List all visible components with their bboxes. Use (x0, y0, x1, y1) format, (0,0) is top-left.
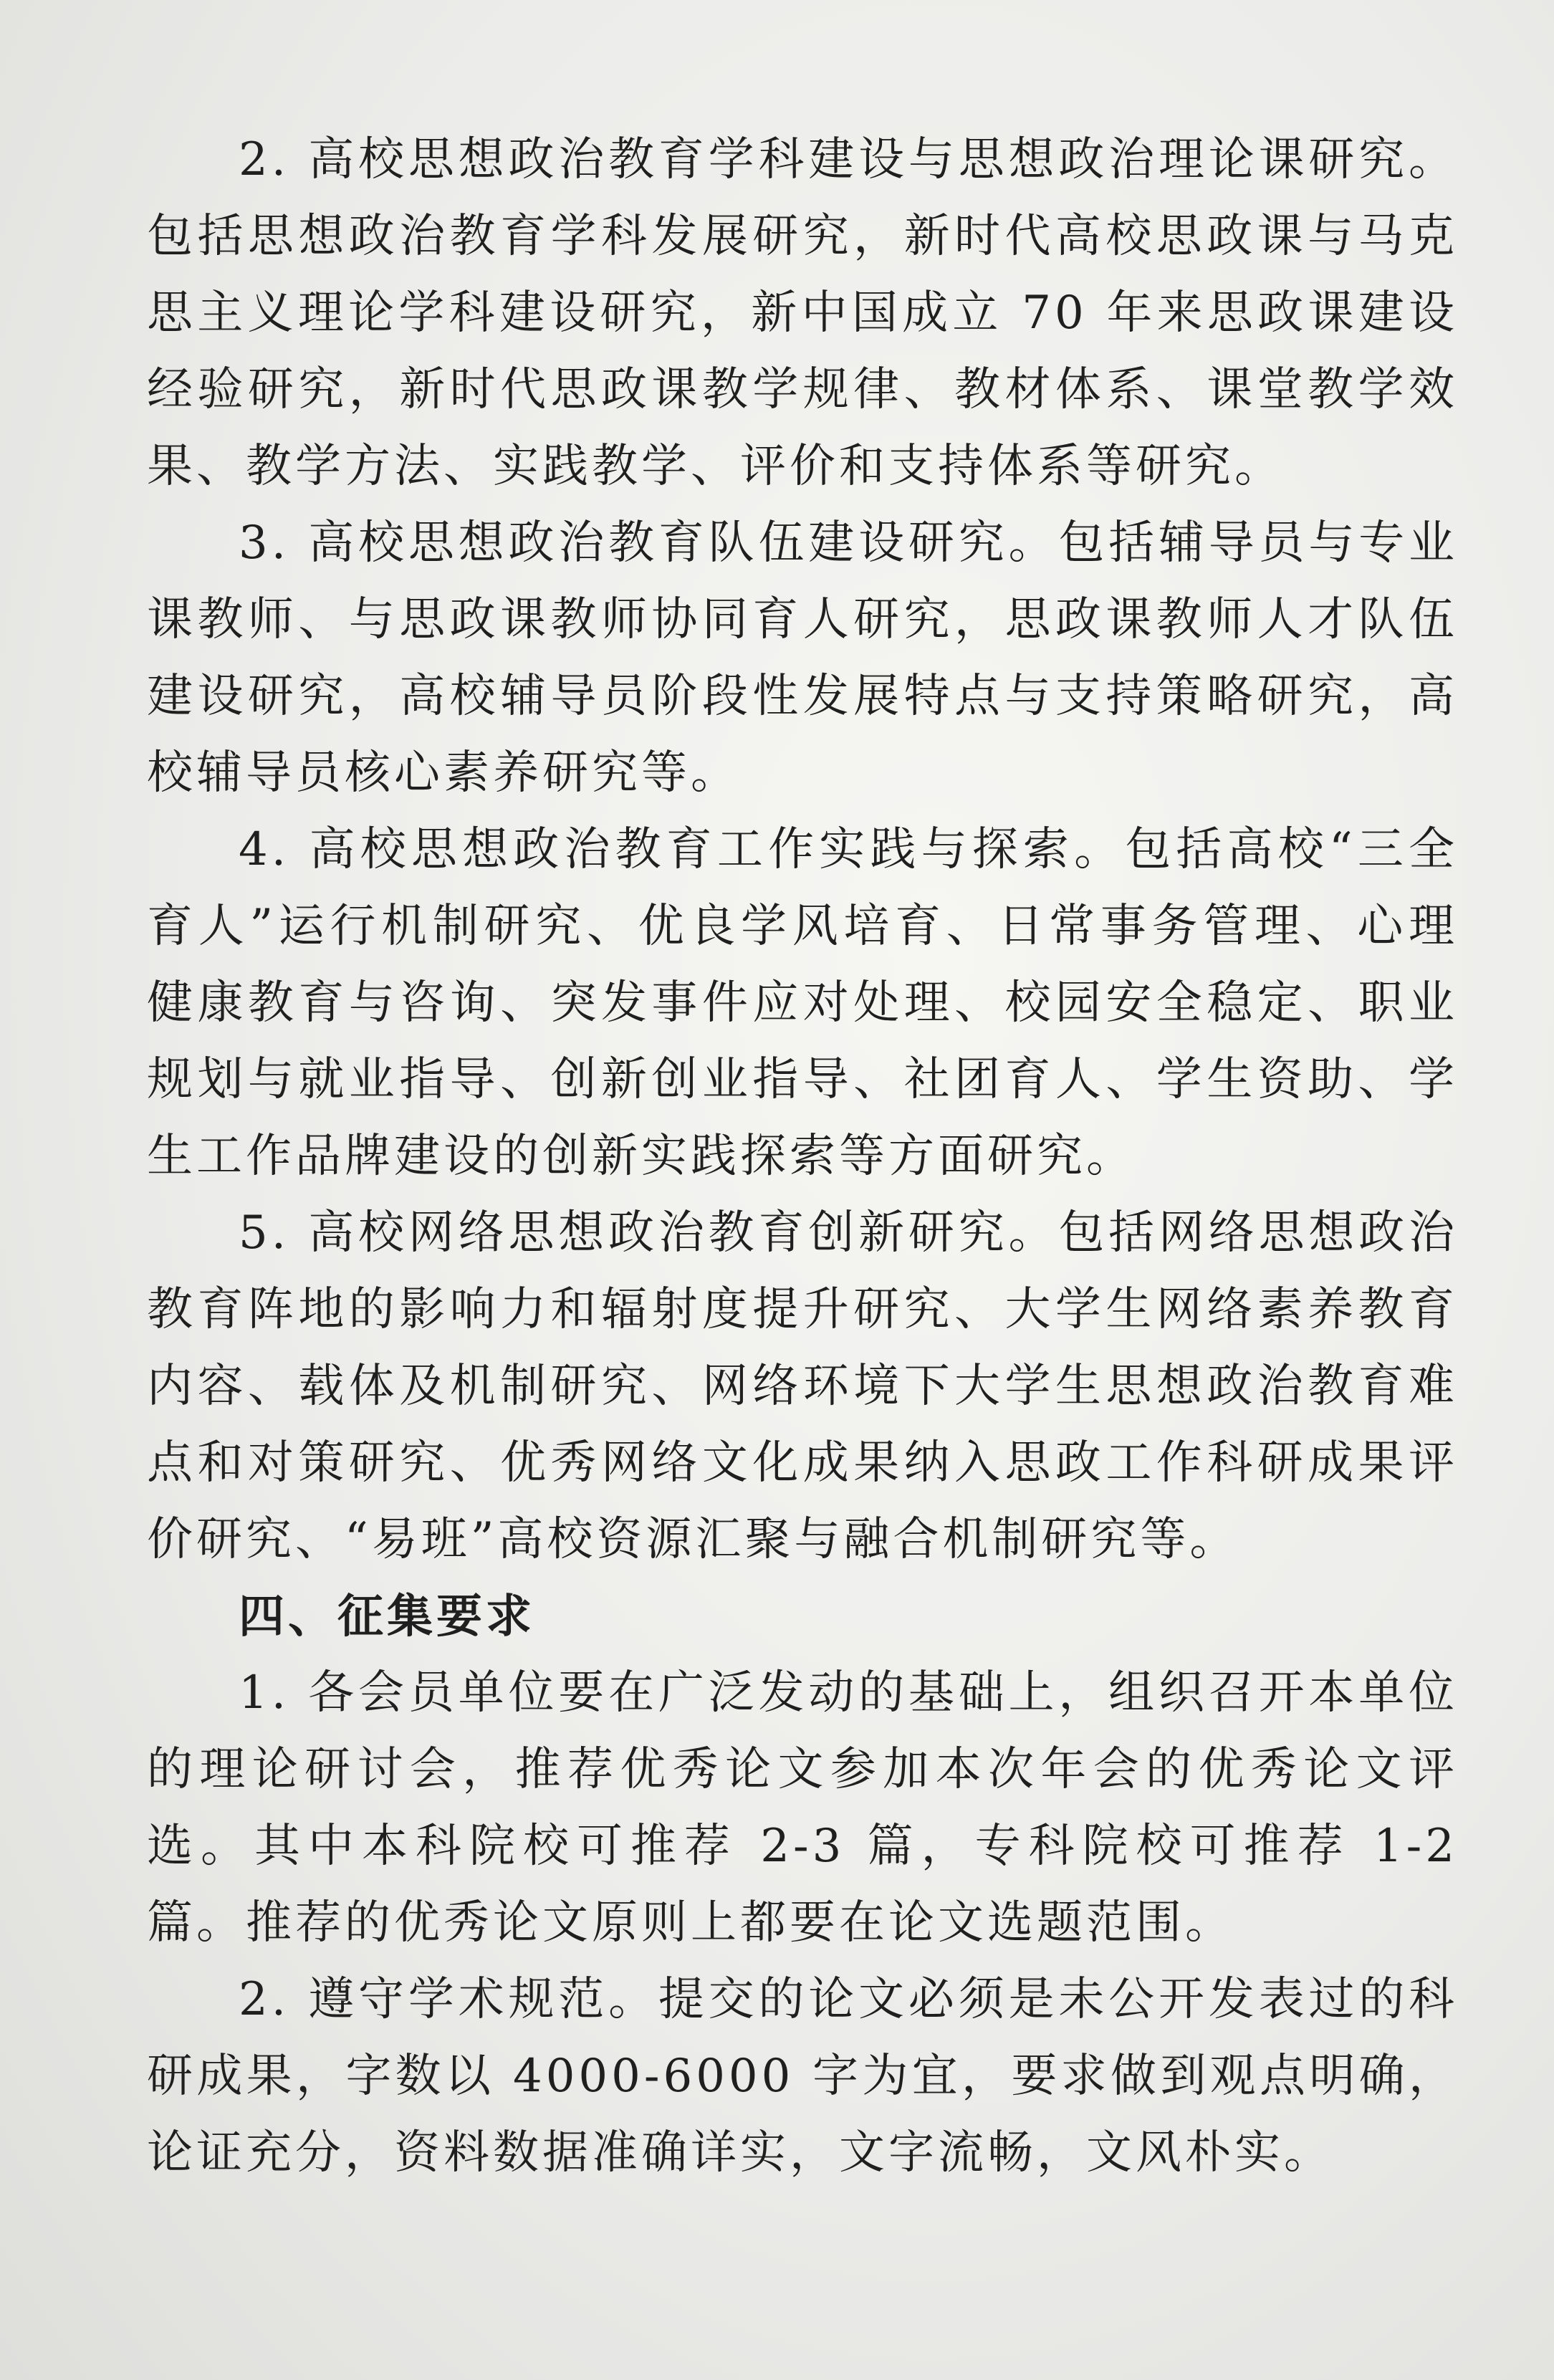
paragraph-requirement-1: 1. 各会员单位要在广泛发动的基础上，组织召开本单位的理论研讨会，推荐优秀论文参加本次年会的优秀论文评选。其中本科院校可推荐 2-3 篇，专科院校可推荐 1-2 篇。推荐的优秀论文原则上都要在论文选题范围。 (147, 1666, 1458, 1949)
paragraph-topic-3: 3. 高校思想政治教育队伍建设研究。包括辅导员与专业课教师、与思政课教师协同育人研究，思政课教师人才队伍建设研究，高校辅导员阶段性发展特点与支持策略研究，高校辅导员核心素养研究等。 (147, 517, 1458, 800)
section-heading-requirements: 四、征集要求 (239, 1590, 535, 1644)
document-body (147, 122, 1458, 2192)
paragraph-requirement-2: 2. 遵守学术规范。提交的论文必须是未公开发表过的科研成果，字数以 4000-6000 字为宜，要求做到观点明确，论证充分，资料数据准确详实，文字流畅，文风朴实。 (147, 1973, 1458, 2179)
paragraph-topic-2: 2. 高校思想政治教育学科建设与思想政治理论课研究。包括思想政治教育学科发展研究，新时代高校思政课与马克思主义理论学科建设研究，新中国成立 70 年来思政课建设经验研究，新时代思政课教学规律、教材体系、课堂教学效果、教学方法、实践教学、评价和支持体系等研究。 (147, 133, 1458, 493)
paragraph-topic-4: 4. 高校思想政治教育工作实践与探索。包括高校“三全育人”运行机制研究、优良学风培育、日常事务管理、心理健康教育与咨询、突发事件应对处理、校园安全稳定、职业规划与就业指导、创新创业指导、社团育人、学生资助、学生工作品牌建设的创新实践探索等方面研究。 (147, 823, 1458, 1183)
paragraph-topic-5: 5. 高校网络思想政治教育创新研究。包括网络思想政治教育阵地的影响力和辐射度提升研究、大学生网络素养教育内容、载体及机制研究、网络环境下大学生思想政治教育难点和对策研究、优秀网络文化成果纳入思政工作科研成果评价研究、“易班”高校资源汇聚与融合机制研究等。 (147, 1206, 1458, 1566)
